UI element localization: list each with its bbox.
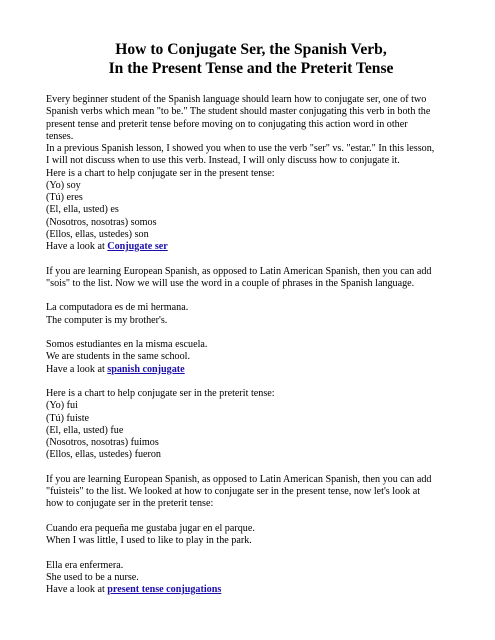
link-prefix: Have a look at <box>46 584 108 595</box>
paragraph-gap <box>46 376 456 388</box>
link-line-3 <box>46 584 456 596</box>
conjugate-ser-link[interactable]: Conjugate ser <box>107 241 168 252</box>
text-line: "sois" to the list. Now we will use the word in a couple of phrases in the Spanish language. <box>46 277 415 289</box>
text-line: I will not discuss when to use this verb. Instead, I will only discuss how to conjugate it. <box>46 155 400 167</box>
present-tense-conjugations-link[interactable]: present tense conjugations <box>107 584 222 595</box>
text-line: "fuisteis" to the list. We looked at how to conjugate ser in the present tense, now let's look at <box>46 486 421 497</box>
present-tense-chart <box>46 180 456 241</box>
text-line: If you are learning European Spanish, as opposed to Latin American Spanish, then you can add <box>46 473 432 485</box>
conjugation-line: (Yo) fui <box>46 400 78 412</box>
european-spanish-paragraph-2 <box>46 474 456 511</box>
preterit-tense-chart <box>46 388 456 462</box>
paragraph-gap <box>46 290 456 302</box>
link-prefix: Have a look at <box>46 363 108 375</box>
european-spanish-paragraph-1 <box>46 266 456 291</box>
text-line: Spanish verbs which mean "to be." The student should master conjugating this verb in both the <box>46 106 431 118</box>
english-translation: We are students in the same school. <box>46 351 190 363</box>
text-line: how to conjugate ser in the preterit tense: <box>46 498 214 510</box>
conjugation-line: (Tú) fuiste <box>46 412 90 424</box>
example-sentence-1 <box>46 302 456 327</box>
paragraph-gap <box>46 327 456 339</box>
conjugation-line: (Ellos, ellas, ustedes) fueron <box>46 449 161 461</box>
conjugation-line: (El, ella, usted) es <box>46 204 119 216</box>
conjugation-line: (Tú) eres <box>46 192 83 203</box>
text-line: Here is a chart to help conjugate ser in the preterit tense: <box>46 388 275 399</box>
spanish-sentence: Somos estudiantes en la misma escuela. <box>46 339 208 350</box>
example-sentence-4 <box>46 560 456 585</box>
paragraph-gap <box>46 462 456 474</box>
text-line: If you are learning European Spanish, as opposed to Latin American Spanish, then you can add <box>46 265 432 277</box>
english-translation: The computer is my brother's. <box>46 314 168 326</box>
link-line-2 <box>46 364 456 376</box>
text-line: Here is a chart to help conjugate ser in the present tense: <box>46 167 275 179</box>
text-line: tenses. <box>46 130 74 142</box>
text-line: In a previous Spanish lesson, I showed you when to use the verb "ser" vs. "estar." In this lesson, <box>46 143 435 154</box>
text-line: present tense and preterit tense before moving on to conjugating this action word in other <box>46 118 408 130</box>
conjugation-line: (Ellos, ellas, ustedes) son <box>46 228 149 240</box>
paragraph-gap <box>46 511 456 523</box>
example-sentence-2 <box>46 339 456 364</box>
text-line: Every beginner student of the Spanish language should learn how to conjugate ser, one of two <box>46 94 427 105</box>
conjugation-line: (Yo) soy <box>46 179 81 191</box>
intro-paragraph <box>46 94 456 180</box>
spanish-sentence: Cuando era pequeña me gustaba jugar en el parque. <box>46 522 255 534</box>
english-translation: She used to be a nurse. <box>46 571 139 583</box>
conjugation-line: (Nosotros, nosotras) fuimos <box>46 437 159 448</box>
spanish-conjugate-link[interactable]: spanish conjugate <box>107 363 185 375</box>
example-sentence-3 <box>46 523 456 548</box>
document-page <box>46 40 456 596</box>
paragraph-gap <box>46 547 456 559</box>
conjugation-line: (El, ella, usted) fue <box>46 424 124 436</box>
document-body <box>46 94 456 596</box>
conjugation-line: (Nosotros, nosotras) somos <box>46 216 157 228</box>
english-translation: When I was little, I used to like to play in the park. <box>46 535 252 546</box>
link-prefix: Have a look at <box>46 241 108 252</box>
spanish-sentence: La computadora es de mi hermana. <box>46 302 189 314</box>
paragraph-gap <box>46 253 456 265</box>
title-line-2: In the Present Tense and the Preterit Tense <box>108 60 394 77</box>
spanish-sentence: Ella era enfermera. <box>46 559 124 571</box>
link-line-1 <box>46 241 456 253</box>
document-title <box>46 40 456 78</box>
title-line-1: How to Conjugate Ser, the Spanish Verb, <box>115 41 387 58</box>
